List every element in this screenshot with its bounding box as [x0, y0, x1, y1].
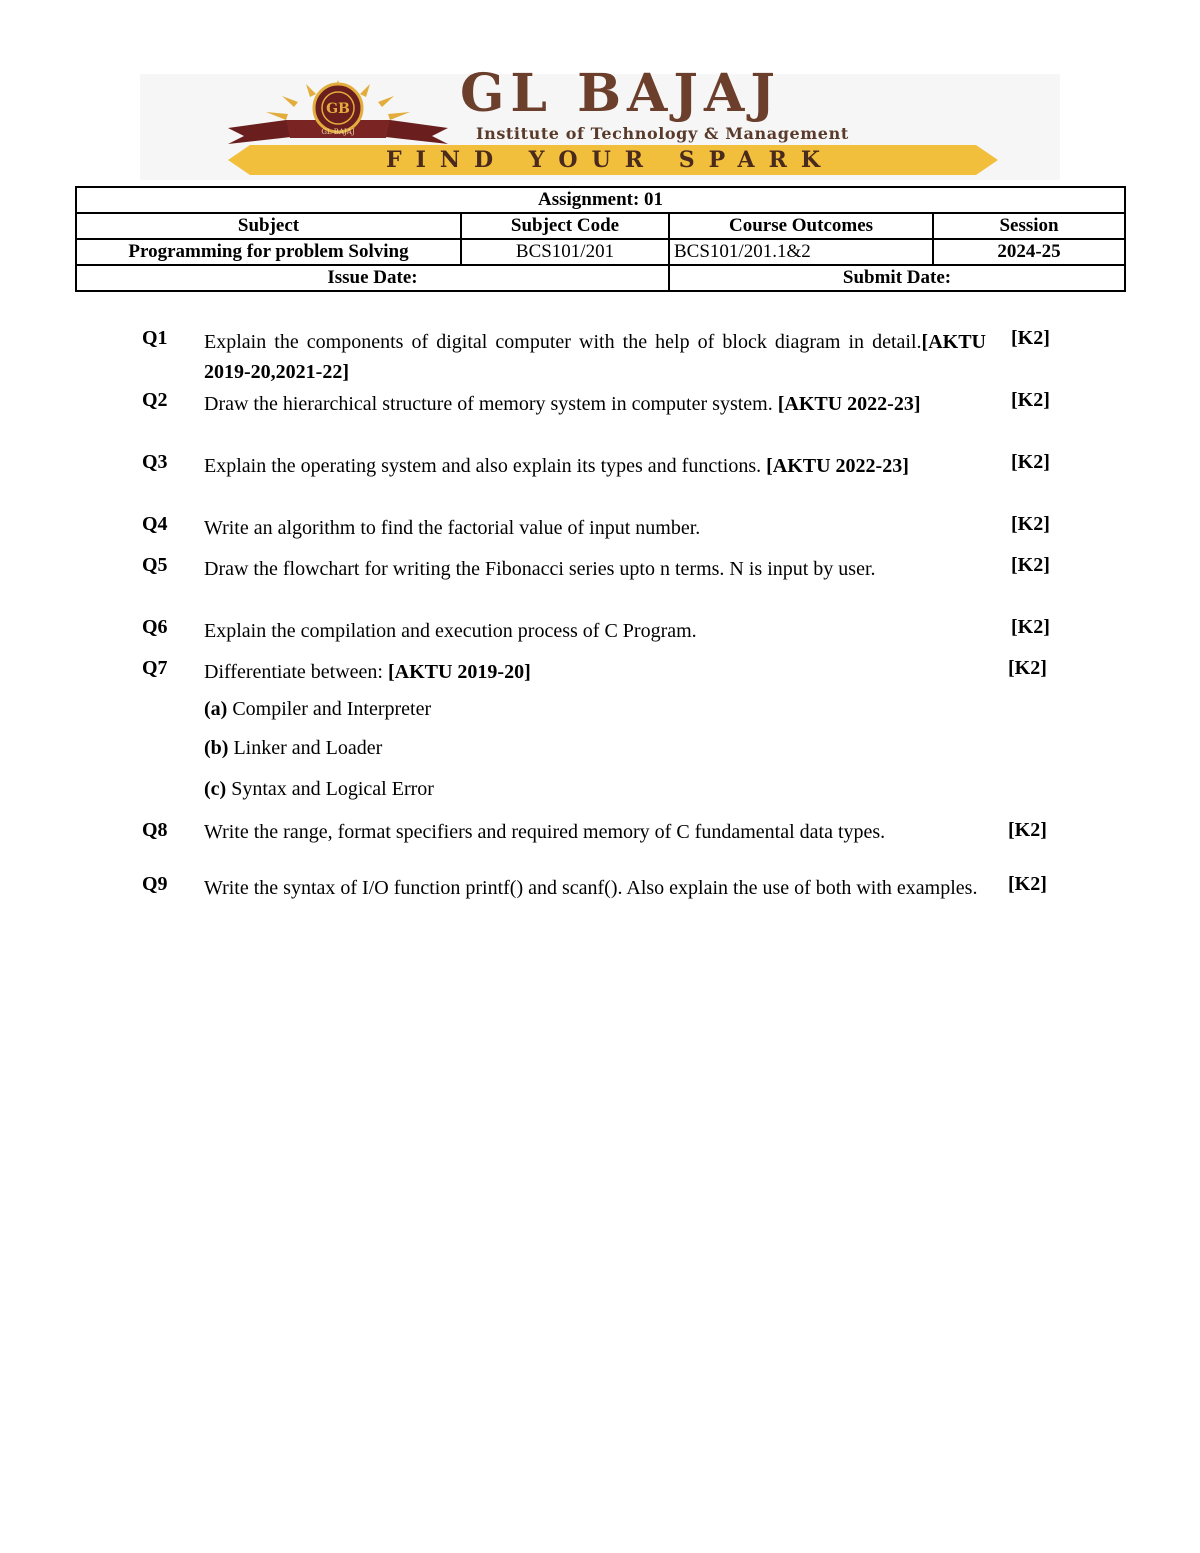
question-number: Q4	[142, 513, 168, 535]
knowledge-level: [K2]	[1011, 451, 1050, 473]
question-reference: [AKTU 2022-23]	[766, 455, 909, 477]
sub-question-label: (a)	[204, 698, 228, 720]
assignment-title: Assignment: 01	[76, 187, 1125, 213]
table-row	[76, 265, 1125, 291]
question-text	[204, 327, 986, 387]
question-number: Q5	[142, 554, 168, 576]
knowledge-level: [K2]	[1011, 554, 1050, 576]
question-number: Q2	[142, 389, 168, 411]
question-body: Draw the flowchart for writing the Fibonacci series upto n terms. N is input by user.	[204, 558, 876, 580]
knowledge-level: [K2]	[1008, 819, 1047, 841]
sub-question-text: Syntax and Logical Error	[231, 778, 434, 800]
question-text	[204, 657, 986, 687]
question-body: Differentiate between:	[204, 661, 383, 683]
knowledge-level: [K2]	[1011, 513, 1050, 535]
brand-subtitle: Institute of Technology & Management	[476, 124, 849, 143]
question-body: Write the range, format specifiers and required memory of C fundamental data types.	[204, 821, 886, 843]
tagline: FIND YOUR SPARK	[385, 147, 835, 173]
question-text	[204, 554, 986, 584]
svg-text:GB: GB	[326, 101, 350, 117]
value-subject-code: BCS101/201	[461, 239, 669, 265]
sub-question	[204, 737, 382, 760]
table-row	[76, 239, 1125, 265]
assignment-info-table	[75, 186, 1126, 292]
table-row	[76, 213, 1125, 239]
header-session: Session	[933, 213, 1125, 239]
sub-question-text: Compiler and Interpreter	[232, 698, 432, 720]
question-body: Write the syntax of I/O function printf() and scanf(). Also explain the use of both with examples.	[204, 877, 978, 899]
value-subject: Programming for problem Solving	[76, 239, 461, 265]
table-row	[76, 187, 1125, 213]
question-text	[204, 616, 986, 646]
question-body: Explain the compilation and execution process of C Program.	[204, 620, 697, 642]
question-body: Explain the operating system and also explain its types and functions.	[204, 455, 762, 477]
question-reference: [AKTU 2019-20]	[387, 661, 531, 683]
question-text	[204, 873, 986, 903]
question-text	[204, 451, 986, 481]
question-body: Write an algorithm to find the factorial value of input number.	[204, 517, 701, 539]
question-reference: [AKTU 2022-23]	[777, 393, 921, 415]
value-course-outcomes: BCS101/201.1&2	[669, 239, 933, 265]
question-body: Draw the hierarchical structure of memory system in computer system.	[204, 393, 773, 415]
emblem-text: GL BAJAJ	[321, 128, 355, 136]
question-number: Q9	[142, 873, 168, 895]
question-text	[204, 819, 986, 846]
question-number: Q3	[142, 451, 168, 473]
question-text	[204, 513, 986, 543]
question-text	[204, 389, 986, 419]
submit-date-label: Submit Date:	[669, 265, 1125, 291]
brand-name: GL BAJAJ	[460, 63, 781, 124]
sub-question	[204, 778, 434, 801]
sub-question-text: Linker and Loader	[233, 737, 383, 759]
issue-date-label: Issue Date:	[76, 265, 669, 291]
question-number: Q7	[142, 657, 168, 679]
sub-question-label: (c)	[204, 778, 227, 800]
question-number: Q8	[142, 819, 168, 841]
knowledge-level: [K2]	[1011, 616, 1050, 638]
value-session: 2024-25	[933, 239, 1125, 265]
knowledge-level: [K2]	[1011, 389, 1050, 411]
sub-question	[204, 698, 431, 721]
knowledge-level: [K2]	[1008, 657, 1047, 679]
institute-emblem	[226, 78, 451, 148]
knowledge-level: [K2]	[1008, 873, 1047, 895]
header-course-outcomes: Course Outcomes	[669, 213, 933, 239]
knowledge-level: [K2]	[1011, 327, 1050, 349]
sub-question-label: (b)	[204, 737, 229, 759]
question-reference: [AKTU 2019-20,2021-22]	[204, 331, 986, 383]
question-body: Explain the components of digital computer with the help of block diagram in detail.	[204, 331, 922, 353]
question-number: Q1	[142, 327, 168, 349]
header-subject: Subject	[76, 213, 461, 239]
header-subject-code: Subject Code	[461, 213, 669, 239]
question-number: Q6	[142, 616, 168, 638]
